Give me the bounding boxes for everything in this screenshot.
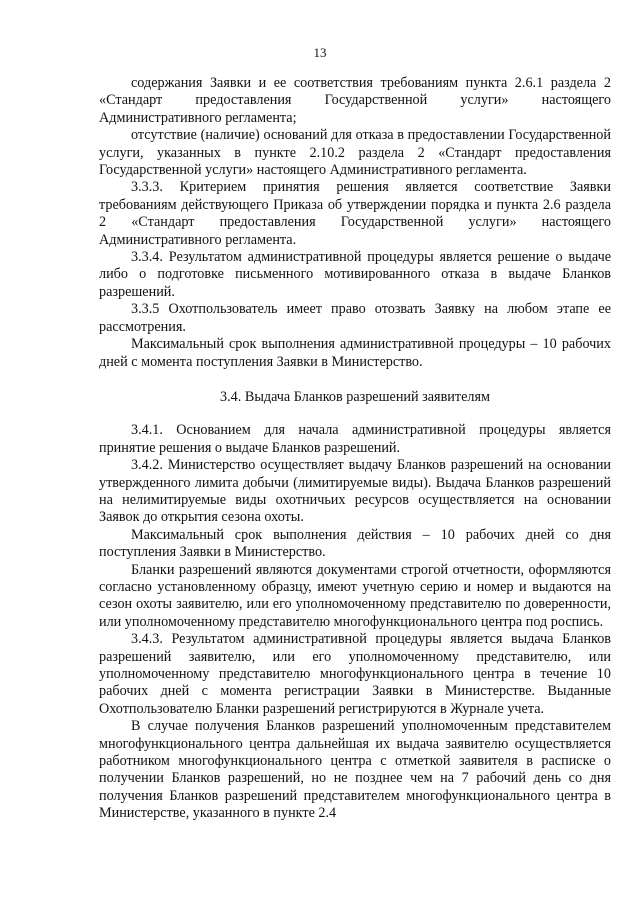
paragraph-strict-reporting: Бланки разрешений являются документами строгой отчетности, оформляются согласно установленному образцу, имеют учетную серию и номер и выдаются на сезон охоты заявителю, или его уполномоченному представителю по доверенности, или уполномоченному представителю многофункционального центра под роспись. <box>99 561 611 630</box>
paragraph-criteria-content: содержания Заявки и ее соответствия требованиям пункта 2.6.1 раздела 2 «Стандарт предоставления Государственной услуги» настоящего Административного регламента; <box>99 75 611 126</box>
paragraph-refusal-grounds: отсутствие (наличие) оснований для отказа в предоставлении Государственной услуги, указанных в пункте 2.10.2 раздела 2 «Стандарт предоставления Государственной услуги» настоящего Административного регламента. <box>99 127 611 179</box>
paragraph-3-4-1: 3.4.1. Основанием для начала административной процедуры является принятие решения о выдаче Бланков разрешений. <box>99 422 611 456</box>
paragraph-3-3-4: 3.3.4. Результатом административной процедуры является решение о выдаче либо о подготовке письменного мотивированного отказа в выдаче Бланков разрешений. <box>99 249 611 300</box>
paragraph-3-3-3: 3.3.3. Критерием принятия решения является соответствие Заявки требованиям действующего Приказа об утверждении порядка и пункта 2.6 раздела 2 «Стандарт предоставления Государственной услуги» настоящего Административного регламента. <box>99 179 611 248</box>
paragraph-max-term-action: Максимальный срок выполнения действия – 10 рабочих дней со дня поступления Заявки в Министерство. <box>99 526 611 561</box>
paragraph-max-term-procedure: Максимальный срок выполнения административной процедуры – 10 рабочих дней с момента поступления Заявки в Министерство. <box>99 336 611 370</box>
paragraph-3-4-2: 3.4.2. Министерство осуществляет выдачу Бланков разрешений на основании утвержденного лимита добычи (лимитируемые виды). Выдача Бланков разрешений на нелимитируемые виды охотничьих ресурсов осуществляется на основании Заявок до открытия сезона охоты. <box>99 457 611 526</box>
paragraph-3-3-5: 3.3.5 Охотпользователь имеет право отозвать Заявку на любом этапе ее рассмотрения. <box>99 301 611 335</box>
document-body <box>99 75 611 823</box>
paragraph-mfc-delivery: В случае получения Бланков разрешений уполномоченным представителем многофункционального центра дальнейшая их выдача заявителю осуществляется работником многофункционального центра с отметкой заявителя в расписке о получении Бланков разрешений, но не позднее чем на 7 рабочий день со дня получения Бланков разрешений представителем многофункционального центра в Министерстве, указанного в пункте 2.4 <box>99 718 611 822</box>
paragraph-3-4-3: 3.4.3. Результатом административной процедуры является выдача Бланков разрешений заявителю, или его уполномоченному представителю, или уполномоченному представителю многофункционального центра в течение 10 рабочих дней с момента регистрации Заявки в Министерстве. Выданные Охотпользователю Бланки разрешений регистрируются в Журнале учета. <box>99 631 611 717</box>
section-heading-3-4: 3.4. Выдача Бланков разрешений заявителям <box>220 388 490 405</box>
page-number: 13 <box>313 45 327 60</box>
